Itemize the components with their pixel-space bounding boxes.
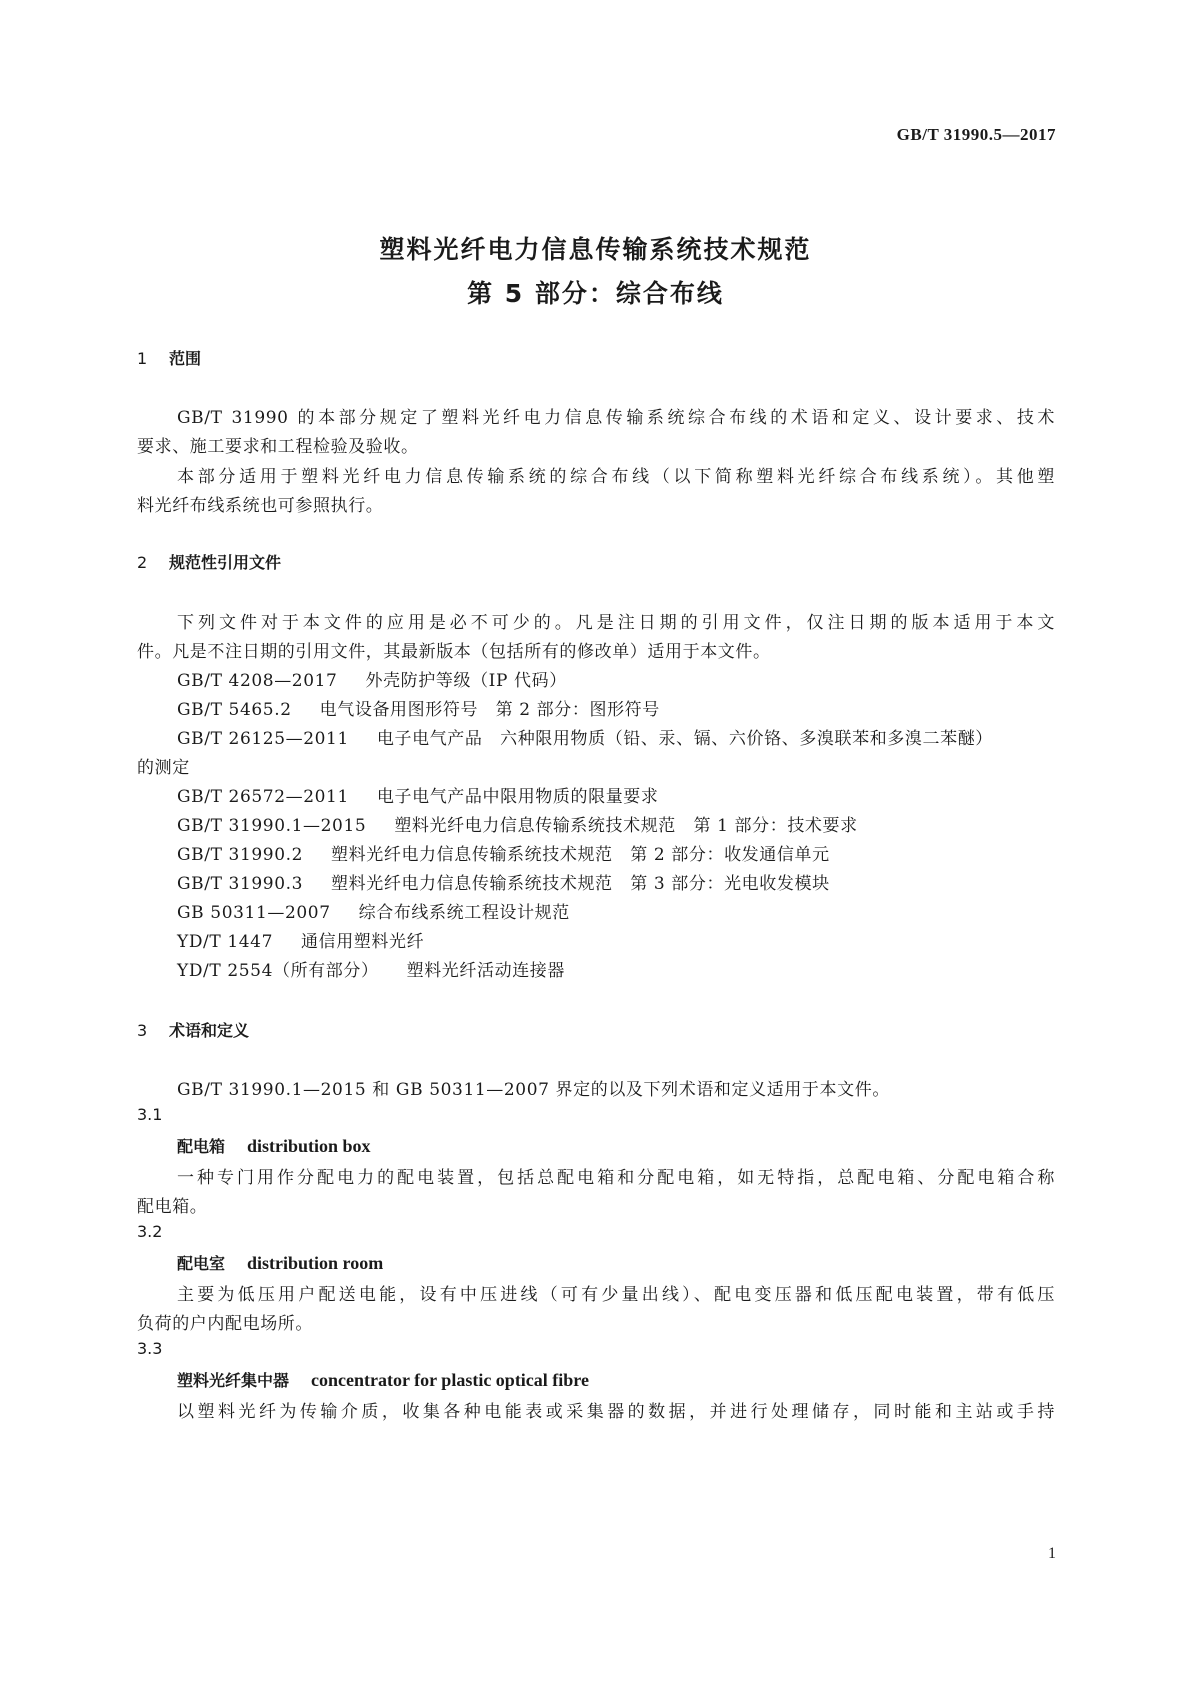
paragraph-line: 料光纤布线系统也可参照执行。	[137, 496, 384, 516]
reference-item-continued	[137, 753, 1055, 778]
reference-code: YD/T 2554（所有部分）	[177, 961, 379, 981]
reference-item	[177, 869, 1095, 894]
section-1-heading	[137, 346, 201, 369]
section-number: 3	[137, 1021, 148, 1040]
standard-number: GB/T 31990.5—2017	[896, 125, 1056, 144]
reference-item	[177, 956, 1095, 981]
term-zh: 塑料光纤集中器	[177, 1371, 290, 1390]
section-2-heading	[137, 550, 281, 573]
term-en: distribution room	[247, 1253, 384, 1273]
page-number: 1	[1048, 1545, 1056, 1562]
definition-line: 主要为低压用户配送电能，设有中压进线（可有少量出线）、配电变压器和低压配电装置，带有低压	[177, 1285, 1055, 1305]
section-3-heading	[137, 1018, 249, 1041]
paragraph-line: 下列文件对于本文件的应用是必不可少的。凡是注日期的引用文件，仅注日期的版本适用于本文	[177, 613, 1055, 633]
term-number: 3.1	[137, 1105, 163, 1124]
term-number: 3.3	[137, 1339, 163, 1358]
reference-code: GB/T 31990.2	[177, 845, 304, 865]
paragraph-line: 件。凡是不注日期的引用文件，其最新版本（包括所有的修改单）适用于本文件。	[137, 642, 771, 662]
paragraph-line: GB/T 31990.1—2015 和 GB 50311—2007 界定的以及下列术语和定义适用于本文件。	[177, 1080, 890, 1100]
reference-code: GB/T 4208—2017	[177, 671, 338, 691]
section-number: 2	[137, 553, 148, 572]
section-number: 1	[137, 349, 148, 368]
term-name	[177, 1134, 371, 1157]
reference-title: 通信用塑料光纤	[301, 932, 425, 952]
reference-item	[177, 724, 1095, 749]
reference-title: 的测定	[137, 758, 190, 778]
reference-item	[177, 666, 1095, 691]
reference-title: 综合布线系统工程设计规范	[358, 903, 570, 923]
definition-line: 一种专门用作分配电力的配电装置，包括总配电箱和分配电箱，如无特指，总配电箱、分配电箱合称	[177, 1168, 1055, 1188]
definition-line: 负荷的户内配电场所。	[137, 1314, 313, 1334]
reference-code: YD/T 1447	[177, 932, 273, 952]
section-title: 范围	[169, 349, 202, 368]
reference-item	[177, 898, 1095, 923]
reference-item	[177, 840, 1095, 865]
definition-line: 配电箱。	[137, 1197, 208, 1217]
term-number: 3.2	[137, 1222, 163, 1241]
reference-code: GB 50311—2007	[177, 903, 331, 923]
reference-title: 电气设备用图形符号 第 2 部分：图形符号	[319, 700, 660, 720]
reference-item	[177, 811, 1095, 836]
paragraph-line: 要求、施工要求和工程检验及验收。	[137, 437, 419, 457]
term-name	[177, 1368, 589, 1391]
reference-item	[177, 782, 1095, 807]
section-title: 规范性引用文件	[169, 553, 282, 572]
reference-title: 塑料光纤电力信息传输系统技术规范 第 3 部分：光电收发模块	[331, 874, 830, 894]
term-zh: 配电室	[177, 1254, 226, 1273]
term-zh: 配电箱	[177, 1137, 226, 1156]
reference-title: 塑料光纤活动连接器	[406, 961, 565, 981]
reference-code: GB/T 31990.3	[177, 874, 304, 894]
document-subtitle: 第 5 部分：综合布线	[467, 279, 724, 308]
document-title: 塑料光纤电力信息传输系统技术规范	[379, 235, 812, 264]
reference-title: 外壳防护等级（IP 代码）	[365, 671, 567, 691]
reference-title: 电子电气产品 六种限用物质（铅、汞、镉、六价铬、多溴联苯和多溴二苯醚）	[376, 729, 993, 749]
term-en: concentrator for plastic optical fibre	[311, 1370, 589, 1390]
paragraph-line: GB/T 31990 的本部分规定了塑料光纤电力信息传输系统综合布线的术语和定义、设计要求、技术	[177, 408, 1055, 428]
paragraph-line: 本部分适用于塑料光纤电力信息传输系统的综合布线（以下简称塑料光纤综合布线系统）。其他塑	[177, 467, 1055, 487]
reference-title: 塑料光纤电力信息传输系统技术规范 第 2 部分：收发通信单元	[331, 845, 830, 865]
reference-code: GB/T 5465.2	[177, 700, 292, 720]
reference-code: GB/T 31990.1—2015	[177, 816, 367, 836]
reference-title: 塑料光纤电力信息传输系统技术规范 第 1 部分：技术要求	[394, 816, 858, 836]
term-en: distribution box	[247, 1136, 371, 1156]
reference-title: 电子电气产品中限用物质的限量要求	[376, 787, 659, 807]
term-name	[177, 1251, 383, 1274]
reference-code: GB/T 26572—2011	[177, 787, 349, 807]
section-title: 术语和定义	[169, 1021, 250, 1040]
reference-code: GB/T 26125—2011	[177, 729, 349, 749]
reference-item	[177, 695, 1095, 720]
reference-item	[177, 927, 1095, 952]
definition-line: 以塑料光纤为传输介质，收集各种电能表或采集器的数据，并进行处理储存，同时能和主站或手持	[177, 1402, 1055, 1422]
